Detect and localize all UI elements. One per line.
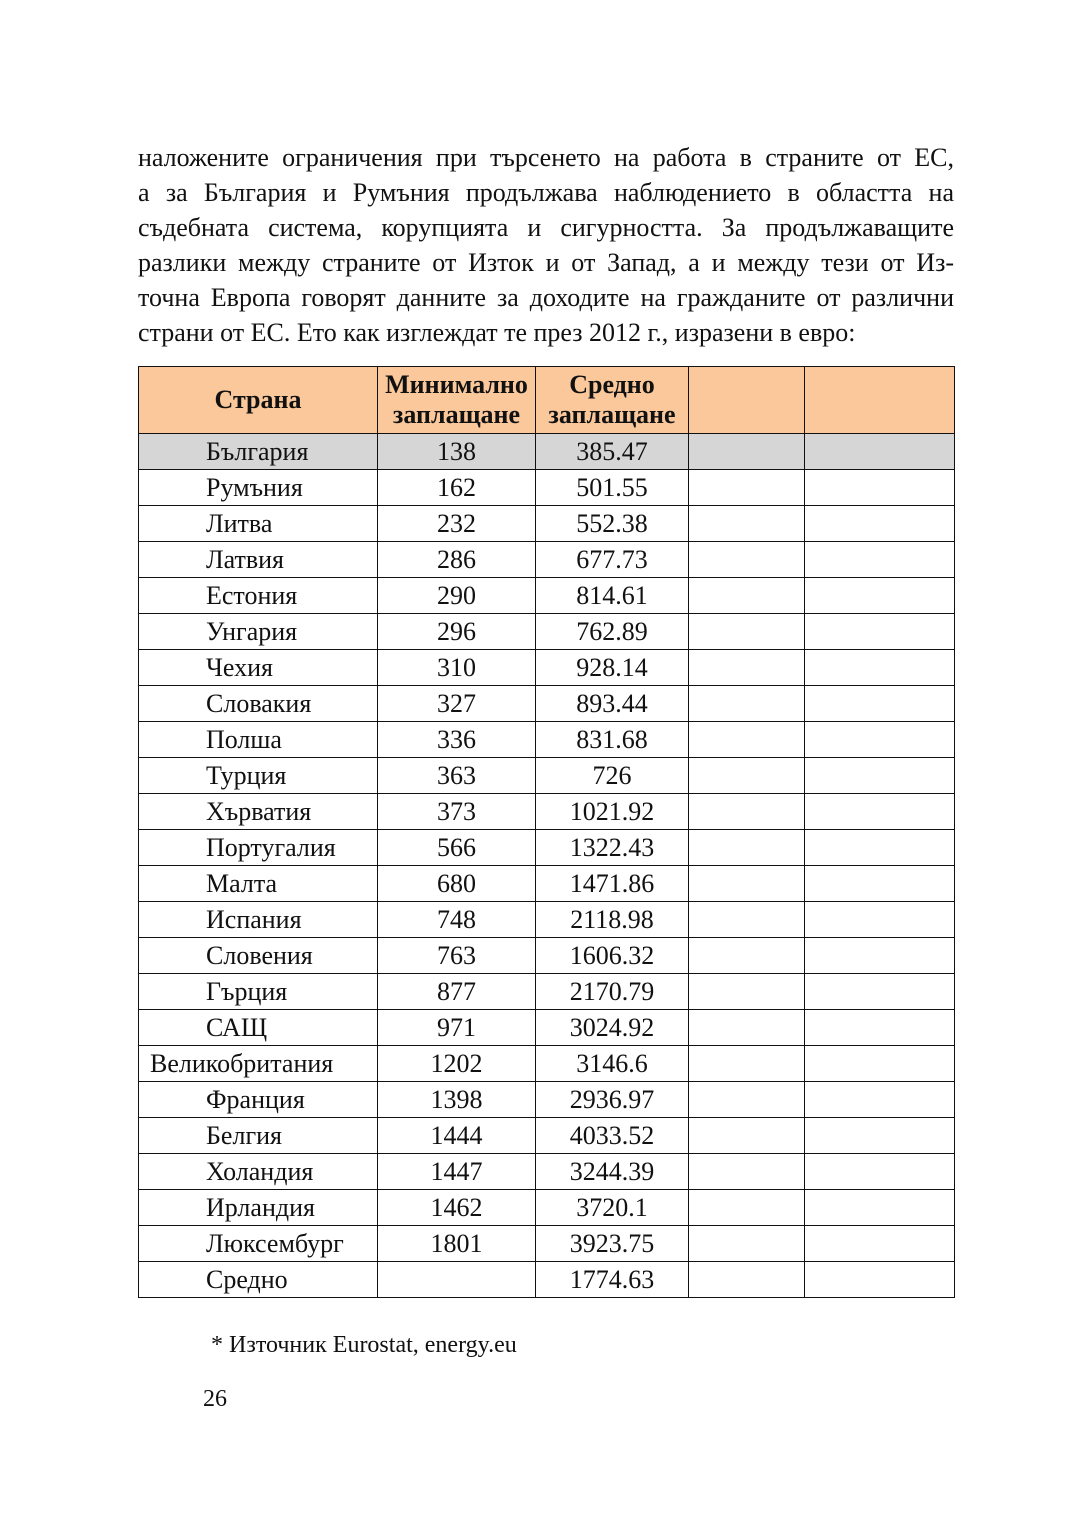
cell-country: Хърватия	[139, 794, 378, 830]
cell-empty	[689, 902, 805, 938]
cell-min-wage: 286	[378, 542, 536, 578]
cell-avg-wage: 2936.97	[536, 1082, 689, 1118]
cell-avg-wage: 814.61	[536, 578, 689, 614]
cell-country: Унгария	[139, 614, 378, 650]
cell-country: САЩ	[139, 1010, 378, 1046]
table-row	[139, 1046, 955, 1082]
paragraph-line: разлики между страните от Изток и от Запад, а и между тези от Из-	[138, 248, 954, 277]
cell-country: Люксембург	[139, 1226, 378, 1262]
cell-country: Белгия	[139, 1118, 378, 1154]
cell-avg-wage: 3146.6	[536, 1046, 689, 1082]
cell-country: Литва	[139, 506, 378, 542]
cell-empty	[805, 686, 955, 722]
cell-min-wage	[378, 1262, 536, 1298]
table-row	[139, 1010, 955, 1046]
cell-avg-wage: 3720.1	[536, 1190, 689, 1226]
cell-empty	[805, 1082, 955, 1118]
cell-avg-wage: 3244.39	[536, 1154, 689, 1190]
table-row	[139, 1226, 955, 1262]
table-row	[139, 902, 955, 938]
cell-empty	[805, 758, 955, 794]
cell-min-wage: 763	[378, 938, 536, 974]
cell-empty	[689, 1190, 805, 1226]
cell-empty	[689, 1046, 805, 1082]
cell-empty	[689, 1010, 805, 1046]
cell-country: Турция	[139, 758, 378, 794]
cell-min-wage: 232	[378, 506, 536, 542]
cell-avg-wage: 4033.52	[536, 1118, 689, 1154]
body-paragraph	[138, 140, 954, 350]
cell-empty	[805, 470, 955, 506]
cell-empty	[805, 794, 955, 830]
cell-avg-wage: 726	[536, 758, 689, 794]
cell-avg-wage: 1471.86	[536, 866, 689, 902]
cell-empty	[805, 938, 955, 974]
source-note: * Източник Eurostat, energy.eu	[211, 1332, 517, 1358]
header-empty-col4	[689, 367, 805, 434]
cell-country: Естония	[139, 578, 378, 614]
cell-avg-wage: 762.89	[536, 614, 689, 650]
cell-country: Франция	[139, 1082, 378, 1118]
cell-min-wage: 1801	[378, 1226, 536, 1262]
cell-empty	[689, 470, 805, 506]
cell-avg-wage: 385.47	[536, 434, 689, 470]
cell-empty	[689, 758, 805, 794]
cell-country: Румъния	[139, 470, 378, 506]
table-row	[139, 650, 955, 686]
cell-avg-wage: 3024.92	[536, 1010, 689, 1046]
table-row	[139, 1154, 955, 1190]
header-min-wage: Минимално заплащане	[378, 367, 536, 434]
cell-empty	[689, 866, 805, 902]
cell-empty	[805, 434, 955, 470]
cell-country: Малта	[139, 866, 378, 902]
cell-min-wage: 138	[378, 434, 536, 470]
header-empty-col5	[805, 367, 955, 434]
cell-min-wage: 566	[378, 830, 536, 866]
cell-min-wage: 336	[378, 722, 536, 758]
cell-min-wage: 363	[378, 758, 536, 794]
cell-min-wage: 327	[378, 686, 536, 722]
table-row	[139, 542, 955, 578]
table-row	[139, 794, 955, 830]
cell-empty	[689, 830, 805, 866]
cell-min-wage: 877	[378, 974, 536, 1010]
cell-empty	[805, 1010, 955, 1046]
cell-min-wage: 296	[378, 614, 536, 650]
cell-min-wage: 290	[378, 578, 536, 614]
page-number: 26	[203, 1386, 227, 1412]
header-avg-wage: Средно заплащане	[536, 367, 689, 434]
table-row	[139, 1262, 955, 1298]
table-row	[139, 614, 955, 650]
table-row	[139, 830, 955, 866]
cell-country: Средно	[139, 1262, 378, 1298]
cell-empty	[689, 1226, 805, 1262]
cell-avg-wage: 501.55	[536, 470, 689, 506]
paragraph-line: наложените ограничения при търсенето на работа в страните от ЕС,	[138, 143, 954, 172]
cell-min-wage: 971	[378, 1010, 536, 1046]
cell-country: Ирландия	[139, 1190, 378, 1226]
table-row	[139, 974, 955, 1010]
table-row	[139, 1190, 955, 1226]
cell-avg-wage: 1021.92	[536, 794, 689, 830]
cell-country: Словения	[139, 938, 378, 974]
cell-empty	[689, 506, 805, 542]
cell-country: България	[139, 434, 378, 470]
cell-empty	[689, 1082, 805, 1118]
cell-avg-wage: 893.44	[536, 686, 689, 722]
cell-avg-wage: 2170.79	[536, 974, 689, 1010]
wage-table	[138, 366, 955, 1298]
cell-min-wage: 680	[378, 866, 536, 902]
cell-empty	[805, 830, 955, 866]
cell-avg-wage: 677.73	[536, 542, 689, 578]
cell-country: Чехия	[139, 650, 378, 686]
cell-empty	[805, 866, 955, 902]
cell-empty	[805, 1226, 955, 1262]
table-row	[139, 434, 955, 470]
cell-avg-wage: 1606.32	[536, 938, 689, 974]
cell-min-wage: 1447	[378, 1154, 536, 1190]
table-row	[139, 758, 955, 794]
table-row	[139, 506, 955, 542]
table-row	[139, 578, 955, 614]
cell-empty	[805, 974, 955, 1010]
cell-empty	[805, 506, 955, 542]
cell-empty	[805, 578, 955, 614]
paragraph-line: а за България и Румъния продължава наблюдението в областта на	[138, 178, 954, 207]
cell-min-wage: 1202	[378, 1046, 536, 1082]
cell-empty	[805, 1118, 955, 1154]
table-row	[139, 938, 955, 974]
cell-avg-wage: 1774.63	[536, 1262, 689, 1298]
cell-min-wage: 1444	[378, 1118, 536, 1154]
cell-empty	[689, 542, 805, 578]
table-row	[139, 722, 955, 758]
cell-empty	[805, 1154, 955, 1190]
cell-avg-wage: 831.68	[536, 722, 689, 758]
cell-empty	[689, 938, 805, 974]
cell-min-wage: 162	[378, 470, 536, 506]
cell-empty	[689, 974, 805, 1010]
cell-empty	[805, 1190, 955, 1226]
cell-avg-wage: 2118.98	[536, 902, 689, 938]
cell-empty	[805, 1046, 955, 1082]
cell-min-wage: 748	[378, 902, 536, 938]
paragraph-line: страни от ЕС. Ето как изглеждат те през 2012 г., изразени в евро:	[138, 318, 856, 347]
cell-country: Гърция	[139, 974, 378, 1010]
cell-empty	[805, 614, 955, 650]
table-header-row	[139, 367, 955, 434]
cell-empty	[805, 722, 955, 758]
cell-empty	[805, 1262, 955, 1298]
cell-empty	[689, 578, 805, 614]
cell-country: Холандия	[139, 1154, 378, 1190]
header-country: Страна	[139, 367, 378, 434]
cell-empty	[689, 794, 805, 830]
table-row	[139, 686, 955, 722]
cell-country: Великобритания	[139, 1046, 378, 1082]
cell-avg-wage: 3923.75	[536, 1226, 689, 1262]
cell-empty	[689, 1262, 805, 1298]
table-row	[139, 866, 955, 902]
cell-empty	[805, 902, 955, 938]
cell-empty	[689, 650, 805, 686]
paragraph-line: съдебната система, корупцията и сигурността. За продължаващите	[138, 213, 954, 242]
cell-empty	[805, 650, 955, 686]
cell-empty	[689, 614, 805, 650]
cell-avg-wage: 552.38	[536, 506, 689, 542]
paragraph-line: точна Европа говорят данните за доходите на гражданите от различни	[138, 283, 954, 312]
cell-avg-wage: 928.14	[536, 650, 689, 686]
cell-empty	[689, 722, 805, 758]
table-row	[139, 1118, 955, 1154]
cell-empty	[689, 1118, 805, 1154]
cell-min-wage: 1462	[378, 1190, 536, 1226]
cell-country: Испания	[139, 902, 378, 938]
cell-country: Словакия	[139, 686, 378, 722]
cell-country: Полша	[139, 722, 378, 758]
cell-country: Португалия	[139, 830, 378, 866]
cell-country: Латвия	[139, 542, 378, 578]
cell-min-wage: 373	[378, 794, 536, 830]
cell-empty	[689, 1154, 805, 1190]
cell-min-wage: 310	[378, 650, 536, 686]
cell-avg-wage: 1322.43	[536, 830, 689, 866]
cell-empty	[805, 542, 955, 578]
cell-empty	[689, 686, 805, 722]
cell-min-wage: 1398	[378, 1082, 536, 1118]
table-row	[139, 1082, 955, 1118]
cell-empty	[689, 434, 805, 470]
table-row	[139, 470, 955, 506]
